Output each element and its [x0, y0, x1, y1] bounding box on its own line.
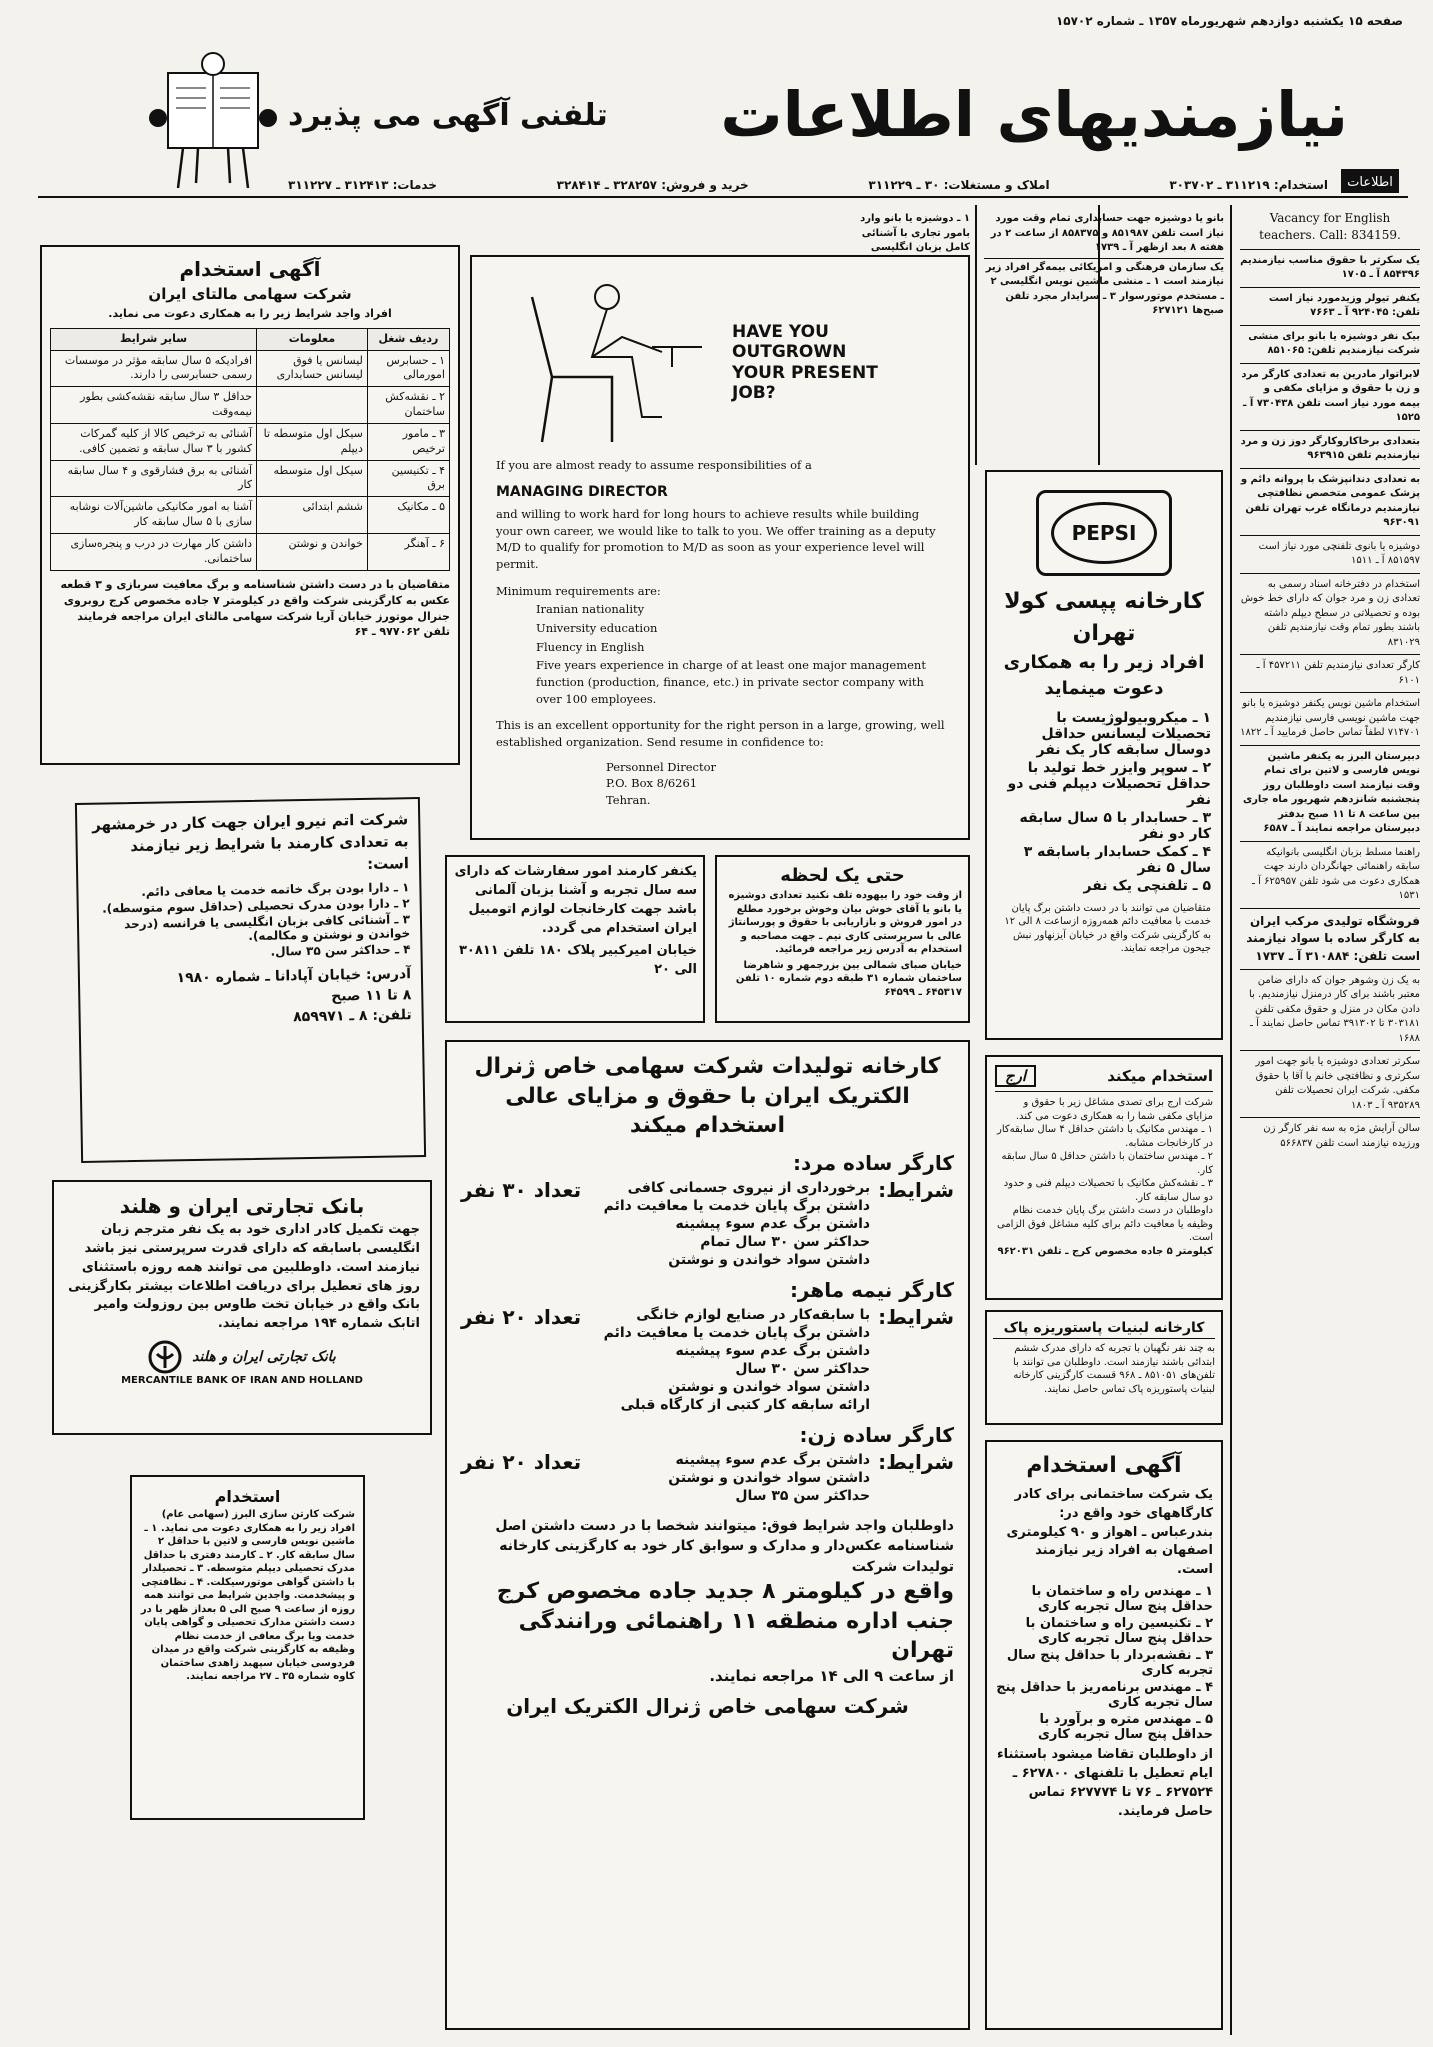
ge-section: [461, 1178, 954, 1270]
table-cell: ۱ ـ حسابرس امورمالی: [367, 350, 449, 387]
table-cell: لیسانس یا فوق لیسانس حسابداری: [257, 350, 368, 387]
list-item: ۲ ـ سوپر وایزر خط تولید با حداقل تحصیلات دیپلم فنی دو نفر: [1007, 759, 1211, 808]
pak-body: به چند نفر نگهبان با تجربه که دارای مدرک ششم ابتدائی باشند نیازمند است. داوطلبان می توانند با تلفن‌های ۸۵۱۰۵۱ ـ ۹۶۸ قسمت کارگزینی کارخانه لبنیات پاستوریزه پاک تماس حاصل نمایند.: [1013, 1343, 1215, 1395]
ge-conditions-label: شرایط:: [878, 1305, 954, 1330]
list-item: ۲ ـ مهندس ساختمان با داشتن حداقل ۵ سال سابقه کار.: [1001, 1151, 1213, 1176]
table-row: [51, 533, 450, 570]
phone-sales: خرید و فروش: ۳۲۸۲۵۷ ـ ۳۲۸۴۱۴: [556, 178, 749, 192]
ge-conditions-label: شرایط:: [878, 1450, 954, 1475]
ge-section-title: کارگر ساده زن:: [799, 1423, 954, 1448]
table-cell: افرادیکه ۵ سال سابقه مؤثر در موسسات رسمی حسابرسی را دارند.: [51, 350, 257, 387]
list-item: داشتن سواد خواندن و نوشتن: [668, 1470, 871, 1487]
list-item: داشتن برگ پایان خدمت یا معافیت دائم: [603, 1198, 871, 1215]
table-cell: ۶ ـ آهنگر: [367, 533, 449, 570]
column-rule: [1230, 205, 1232, 2035]
list-item: ۴ ـ حداکثر سن ۳۵ سال.: [270, 942, 411, 959]
table-cell: حداقل ۳ سال سابقه نقشه‌کشی بطور نیمه‌وقت: [51, 387, 257, 424]
ge-list: [589, 1450, 870, 1506]
list-item: ۴ ـ مهندس برنامه‌ریز با حداقل پنج سال تجربه کاری: [996, 1680, 1213, 1711]
list-item: داشتن سواد خواندن و نوشتن: [668, 1252, 871, 1269]
header-phone-row: [288, 178, 1328, 192]
mercantile-heading: بانک تجارتی ایران و هلند: [119, 1194, 365, 1218]
alborz-heading: استخدام: [214, 1487, 281, 1506]
mercantile-bank-ad: [52, 1180, 432, 1435]
list-item: ۱ ـ دارا بودن برگ خاتمه خدمت یا معافی دائم.: [141, 880, 410, 900]
pepsi-ad: [985, 470, 1223, 1040]
list-item: ۱ ـ مهندس راه و ساختمان با حداقل پنج سال تجربه کاری: [1031, 1584, 1213, 1615]
phone-employment: استخدام: ۳۱۱۲۱۹ ـ ۳۰۳۷۰۲: [1169, 178, 1328, 192]
classified-ad: بتعدادی برخاکاروکارگر دوز زن و مرد نیازمندیم تلفن ۹۶۳۹۱۵: [1240, 431, 1420, 469]
classified-ad: راهنما مسلط بزبان انگلیسی بانوانیکه سابقه راهنمائی جهانگردان دارند جهت همکاری دعوت می شود تلفن ۶۲۵۹۵۷ آ ـ ۱۵۳۱: [1240, 842, 1420, 909]
malta-company: شرکت سهامی مالتای ایران: [148, 285, 352, 303]
arj-footer: کیلومتر ۵ جاده مخصوص کرج ـ تلفن ۹۶۲۰۳۱: [997, 1245, 1213, 1257]
list-item: ۳ ـ نقشه‌کش مکانیک با تحصیلات دیپلم فنی و حدود دو سال سابقه کار.: [1003, 1178, 1213, 1203]
list-item: ۳ ـ حسابدار با ۵ سال سابقه کار دو نفر: [1019, 809, 1211, 842]
list-item: داشتن برگ عدم سوء پیشینه: [675, 1452, 871, 1469]
table-cell: ۴ ـ تکنیسین برق: [367, 460, 449, 497]
page-line: صفحه ۱۵ یکشنبه دوازدهم شهریورماه ۱۳۵۷ ـ شماره ۱۵۷۰۲: [1055, 14, 1403, 28]
masthead-subtitle: تلفنی آگهی می پذیرد: [288, 98, 608, 133]
arj-intro: شرکت ارج برای تصدی مشاغل زیر با حقوق و مزایای مکفی شما را به همکاری دعوت می کند.: [1015, 1097, 1213, 1122]
table-cell: خواندن و نوشتن: [257, 533, 368, 570]
man-at-desk-illustration: [512, 277, 712, 452]
classified-ad: فروشگاه تولیدی مرکب ایران به کارگر ساده با سواد نیازمند است تلفن: ۳۱۰۸۸۴ آ ـ ۱۷۳۷: [1240, 909, 1420, 970]
md-text-block: [496, 457, 946, 809]
alborz-body: شرکت کارتن سازی البرز (سهامی عام) افراد زیر را به همکاری دعوت می نماید. ۱ ـ ماشین نویس فارسی و لاتین با حداقل ۲ سال سابقه کار. ۲ ـ کارمند دفتری با حداقل مدرک تحصیلی دیپلم متوسطه. ۳ ـ تحصیلدار با داشتن گواهی موتورسیکلت. ۴ ـ نظافتچی و پیشخدمت. واجدین شرایط می توانند همه روزه از ساعت ۹ صبح الی ۵ بعداز ظهر با در دست داشتن مدارک تحصیلی و گواهی پایان خدمت ویا برگ معافی از خدمت نظام وظیفه به کارگزینی شرکت واقع در میدان فردوسی خیابان سپهبد زاهدی ساختمان کاوه شماره ۳۵ ـ ۲۷ مراجعه نمایند.: [140, 1509, 355, 1683]
pak-dairy-ad: [985, 1310, 1223, 1425]
classified-ad: یک سازمان فرهنگی و امریکائی بیمه‌گر افراد زیر نیازمند است ۱ ـ منشی ماشین نویس انگلیسی ۲ ـ مستخدم موتورسوار ۳ ـ سرایدار مجرد تلفن صبح‌ها ۶۲۷۱۲۱: [985, 261, 1224, 316]
md-headline: HAVE YOU OUTGROWN YOUR PRESENT JOB?: [732, 322, 878, 404]
construction-heading: آگهی استخدام: [1026, 1453, 1182, 1478]
ge-footer: داوطلبان واجد شرایط فوق: میتوانند شخصا با در دست داشتن اصل شناسنامه عکس‌دار و مدارک و سوابق کار خود به کارگزینی کارخانه تولیدات شرکت: [495, 1518, 954, 1575]
pak-heading: کارخانه لبنیات پاستوریزه پاک: [993, 1318, 1215, 1339]
ge-conditions-label: شرایط:: [878, 1178, 954, 1203]
table-cell: آشنائی به ترخیص کالا از کلیه گمرکات کشور با ۳ سال سابقه و تضمین کافی.: [51, 423, 257, 460]
table-cell: سیکل اول متوسطه تا دیپلم: [257, 423, 368, 460]
list-item: حداکثر سن ۳۵ سال: [735, 1488, 871, 1505]
malta-intro: افراد واجد شرایط زیر را به همکاری دعوت می نماید.: [108, 306, 392, 320]
ge-list: [589, 1178, 870, 1270]
md-body: and willing to work hard for long hours to achieve results while building your own career, we would like to talk to you. We offer training as a deputy M/D to qualify for promotion to M/D as soon as your experience level will permit.: [496, 506, 936, 571]
bank-emblem-icon: [148, 1340, 182, 1374]
mercantile-logo: [64, 1340, 420, 1374]
list-item: داشتن برگ پایان خدمت یا معافیت دائم: [603, 1325, 871, 1342]
malta-jobs-table: [50, 328, 450, 571]
table-row: [51, 497, 450, 534]
list-item: Fluency in English: [536, 639, 645, 654]
newspaper-reader-illustration: [138, 48, 288, 193]
ge-signature: شرکت سهامی خاص ژنرال الکتریک ایران: [506, 1693, 909, 1718]
pepsi-logo-text: PEPSI: [1071, 521, 1137, 545]
mercantile-body: جهت تکمیل کادر اداری خود به یک نفر مترجم زبان انگلیسی باسابقه که دارای قدرت سرپرستی نیز باشد نیازمند است. داوطلبین می توانند همه روزه باستثنای روز های تعطیل برای دریافت اطلاعات بیشتر بکارگزینی بانک واقع در خیابان تخت طاوس بین روزولت وامیر اتابک شماره ۱۹۴ مراجعه نمایند.: [68, 1222, 420, 1332]
list-item: داشتن سواد خواندن و نوشتن: [668, 1379, 871, 1396]
ge-count: تعداد ۲۰ نفر: [461, 1450, 582, 1475]
table-header: سایر شرایط: [51, 328, 257, 350]
mercantile-logo-en: MERCANTILE BANK OF IRAN AND HOLLAND: [121, 1375, 363, 1387]
classified-ad: سکرتر تعدادی دوشیزه یا بانو جهت امور سکرتری و نظافتچی خانم یا آقا با حقوق مکفی. شرکت ایران تحصیلات تلفن ۹۳۵۲۸۹ آ ـ ۱۸۰۳: [1240, 1051, 1420, 1118]
pepsi-heading: کارخانه پپسی کولا تهران: [1004, 589, 1204, 646]
list-item: ۴ ـ کمک حسابدار باسابقه ۳ سال ۵ نفر: [1023, 843, 1211, 876]
classified-ad: یک سکرتر با حقوق مناسب نیازمندیم ۸۵۴۳۹۶ آ ـ ۱۷۰۵: [1240, 250, 1420, 288]
atom-hours: ۸ تا ۱۱ صبح: [331, 986, 412, 1005]
md-requirements-title: Minimum requirements are:: [496, 583, 661, 598]
md-address: [496, 759, 946, 809]
table-row: [51, 387, 450, 424]
ge-count: تعداد ۳۰ نفر: [461, 1178, 582, 1203]
classified-ad: دبیرستان البرز به یکنفر ماشین نویس فارسی و لاتین برای تمام وقت نیازمند است داوطلبان روز پنجشنبه شانزدهم شهریور ماه جاری بین ساعت ۸ تا ۱۱ صبح بدفتر دبیرستان مراجعه نمایند آ ـ ۶۵۸۷: [1240, 746, 1420, 842]
moment-body: از وقت خود را بیهوده تلف نکنید تعدادی دوشیزه یا بانو یا آقای خوش بیان وخوش برخورد مطلع در امور فروش و بازاریابی با حقوق و پورسانتاژ عالی با سرپرستی کاری نیم ـ جهت مصاحبه و استخدام به آدرس زیر مراجعه فرمائید.: [728, 890, 962, 956]
md-position: MANAGING DIRECTOR: [496, 483, 668, 500]
malta-heading: آگهی استخدام: [179, 257, 321, 281]
auto-address: خیابان امیرکبیر پلاک ۱۸۰ تلفن ۳۰۸۱۱ الی ۲۰: [458, 943, 697, 978]
list-item: ۱ ـ میکروبیولوژیست با تحصیلات لیسانس حداقل دوسال سابقه کار یک نفر: [1036, 709, 1211, 758]
pepsi-list: [997, 710, 1211, 894]
atom-heading: شرکت اتم نیرو ایران جهت کار در خرمشهر به تعدادی کارمند با شرایط زیر نیازمند است:: [92, 810, 410, 873]
moment-address: خیابان صبای شمالی بین بزرجمهر و شاهرضا ساختمان شماره ۳۱ طبقه دوم شماره ۱۰ تلفن ۶۴۵۳۱۷ ـ ۶۴۵۹۹: [735, 959, 962, 998]
ge-address: واقع در کیلومتر ۸ جدید جاده مخصوص کرج جنب اداره منطقه ۱۱ راهنمائی ورانندگی تهران: [496, 1578, 954, 1664]
newspaper-logo-icon: [1340, 168, 1400, 194]
table-cell: سیکل اول متوسطه: [257, 460, 368, 497]
arj-heading: استخدام میکند: [1107, 1067, 1213, 1085]
classified-ad: بیک نفر دوشیزه یا بانو برای منشی شرکت نیازمندیم تلفن: ۸۵۱۰۶۵: [1240, 326, 1420, 364]
list-item: ارائه سابقه کار کتبی از کارگاه قبلی: [620, 1397, 871, 1414]
list-item: ۱ ـ مهندس مکانیک با داشتن حداقل ۴ سال سابقه‌کار در کارخانجات مشابه.: [996, 1124, 1213, 1149]
classified-ad: استخدام ماشین نویس یکنفر دوشیزه یا بانو جهت ماشین نویسی فارسی نیازمندیم ۷۱۴۷۰۱ لطفاً تماس حاصل فرمایید آ ـ ۱۸۲۲: [1240, 693, 1420, 746]
phone-services: خدمات: ۳۱۲۴۱۳ ـ ۳۱۱۲۲۷: [288, 178, 437, 192]
atom-phone: تلفن: ۸ ـ ۸۵۹۹۷۱: [293, 1007, 412, 1026]
atom-address: آدرس: خیابان آپادانا ـ شماره ۱۹۸۰: [176, 966, 412, 987]
table-cell: ۳ ـ مامور ترخیص: [367, 423, 449, 460]
classified-ad: استخدام در دفترخانه اسناد رسمی به تعدادی زن و مرد جوان که دارای خط خوش بوده و تحصیلاتی در سطح دیپلم داشته باشند بطور تمام وقت نیازمندیم تلفن ۸۳۱۰۲۹: [1240, 574, 1420, 656]
ge-section: [461, 1450, 954, 1506]
atom-niroo-ad: [75, 797, 426, 1163]
list-item: حداکثر سن ۳۰ سال: [735, 1361, 871, 1378]
ge-count: تعداد ۲۰ نفر: [461, 1305, 582, 1330]
masthead-title: نیازمندیهای اطلاعات: [720, 78, 1348, 151]
table-header: معلومات: [257, 328, 368, 350]
classified-ad: بانو یا دوشیزه جهت حسابداری تمام وقت مورد نیاز است تلفن ۸۵۱۹۸۷ و ۸۵۸۳۷۵ از ساعت ۲ در هفته ۸ بعد ازظهر آ ـ ۱۷۳۹: [984, 210, 1224, 259]
automobile-parts-ad: [445, 855, 705, 1023]
svg-text:اطلاعات: اطلاعات: [1347, 175, 1393, 190]
table-row: [51, 350, 450, 387]
list-item: داشتن برگ عدم سوء پیشینه: [675, 1216, 871, 1233]
list-item: University education: [536, 621, 658, 635]
table-row: [51, 423, 450, 460]
table-cell: ۲ ـ نقشه‌کش ساختمان: [367, 387, 449, 424]
classified-ad: یکنفر تیولر وزیدمورد نیاز است تلفن: ۹۲۴۰۴۵ آ ـ ۷۶۶۳: [1240, 288, 1420, 326]
list-item: Five years experience in charge of at least one major management function (production, finance, etc.) in private sector company with over 100 employees.: [536, 658, 926, 706]
managing-director-ad: [470, 255, 970, 840]
masthead: [38, 38, 1408, 198]
md-address-line: Personnel Director: [606, 759, 716, 774]
pepsi-logo: [1036, 490, 1172, 576]
list-item: ۵ ـ تلفنچی یک نفر: [1083, 877, 1211, 894]
column-rule: [975, 205, 977, 465]
list-item: ۳ ـ نقشه‌بردار با حداقل پنج سال تجربه کاری: [1006, 1648, 1213, 1679]
table-row: [51, 460, 450, 497]
list-item: داوطلبان در دست داشتن برگ پایان خدمت نظام وظیفه یا معافیت دائم برای کلیه مشاغل فوق الزامی است.: [996, 1205, 1213, 1243]
classified-ad: ۱ ـ دوشیزه یا بانو وارد بامور تجاری با آشنائی کامل بزبان انگلیسی: [855, 210, 970, 317]
list-item: برخورداری از نیروی جسمانی کافی: [627, 1180, 871, 1197]
table-cell: [257, 387, 368, 424]
ge-hours: از ساعت ۹ الی ۱۴ مراجعه نمایند.: [709, 1667, 954, 1686]
classified-ad: سالن آرایش مژه به سه نفر کارگر زن ورزیده نیازمند است تلفن ۵۶۶۸۳۷: [1263, 1123, 1420, 1149]
classified-ad: به تعدادی دندانپزشک با پروانه دائم و پزشک عمومی متخصص نظافتچی نیازمندیم درمانگاه غرب تهران تلفن ۹۶۳۰۹۱: [1240, 469, 1420, 536]
ge-heading: کارخانه تولیدات شرکت سهامی خاص ژنرال الکتریک ایران با حقوق و مزایای عالی استخدام میکند: [474, 1054, 941, 1139]
classified-ad: کارگر تعدادی نیازمندیم تلفن ۴۵۷۲۱۱ آ ـ ۶۱۰۱: [1240, 655, 1420, 693]
even-one-moment-ad: [715, 855, 970, 1023]
construction-list: [995, 1584, 1213, 1742]
pepsi-subheading: افراد زیر را به همکاری دعوت مینماید: [1003, 651, 1205, 699]
list-item: ۲ ـ تکنیسین راه و ساختمان با حداقل پنج سال تجربه کاری: [1025, 1616, 1213, 1647]
md-lead: If you are almost ready to assume responsibilities of a: [496, 458, 812, 472]
mercantile-logo-fa: بانک تجارتی ایران و هلند: [192, 1349, 336, 1366]
phone-real-estate: املاک و مستغلات: ۳۰ ـ ۳۱۱۲۲۹: [868, 178, 1050, 192]
table-cell: آشنائی به برق فشارقوی و ۴ سال سابقه کار: [51, 460, 257, 497]
classified-ad: لابراتوار مادرین به تعدادی کارگر مرد و زن با حقوق و مزایای مکفی و بیمه مورد نیاز است تلفن ۷۳۰۴۳۸ آ ـ ۱۵۲۵: [1240, 364, 1420, 431]
classified-column-right: [1240, 210, 1420, 2040]
list-item: Iranian nationality: [536, 602, 645, 617]
table-header: ردیف شغل: [367, 328, 449, 350]
arj-ad: [985, 1055, 1223, 1300]
general-electric-ad: [445, 1040, 970, 2030]
malta-footer: متقاضیان با در دست داشتن شناسنامه و برگ معافیت سربازی و ۳ قطعه عکس به کارگزینی شرکت واقع در کیلومتر ۷ جاده مخصوص کرج روبروی جنرال موتورز خیابان آریا شرکت سهامی مالتای ایران مراجعه فرمایند تلفن ۹۷۷۰۶۲ ـ ۶۴: [60, 577, 450, 639]
list-item: با سابقه‌کار در صنایع لوازم خانگی: [636, 1307, 871, 1324]
ge-section-title: کارگر نیمه ماهر:: [789, 1278, 954, 1303]
construction-intro: یک شرکت ساختمانی برای کادر کارگاههای خود واقع در: بندرعباس ـ اهواز و ۹۰ کیلومتری اصفهان به افراد زیر نیازمند است.: [1006, 1486, 1213, 1578]
classified-block-top: [984, 210, 1224, 462]
list-item: ۲ ـ دارا بودن مدرک تحصیلی (حداقل سوم متوسطه).: [102, 896, 410, 916]
auto-body: یکنفر کارمند امور سفارشات که دارای سه سال تجربه و آشنا بزبان آلمانی باشد جهت کارخانجات لوازم اتومبیل ایران استخدام می گردد.: [454, 864, 697, 936]
table-cell: داشتن کار مهارت در درب و پنجره‌سازی ساختمانی.: [51, 533, 257, 570]
ge-list: [589, 1305, 870, 1415]
md-address-line: Tehran.: [606, 793, 651, 808]
md-address-line: P.O. Box 8/6261: [606, 776, 698, 791]
ge-section-title: کارگر ساده مرد:: [793, 1151, 954, 1176]
ge-section: [461, 1305, 954, 1415]
list-item: داشتن برگ عدم سوء پیشینه: [675, 1343, 871, 1360]
malta-ad: [40, 245, 460, 765]
md-closing: This is an excellent opportunity for the right person in a large, growing, well established organization. Send resume in confidence to:: [496, 718, 945, 750]
pepsi-footer: متقاضیان می توانند با در دست داشتن برگ پایان خدمت با معافیت دائم همه‌روزه ازساعت ۸ الی ۱۲ به کارگزینی شرکت واقع در خیابان آیزنهاور نبش جیحون مراجعه نمایند.: [1004, 902, 1211, 955]
classified-ad-english: Vacancy for English teachers. Call: 834159.: [1240, 210, 1420, 250]
table-cell: ۵ ـ مکانیک: [367, 497, 449, 534]
table-cell: آشنا به امور مکانیکی ماشین‌آلات نوشابه سازی با ۵ سال سابقه کار: [51, 497, 257, 534]
list-item: ۳ ـ آشنائی کافی بزبان انگلیسی یا فرانسه (درحد خواندن و نوشتن و مکالمه).: [124, 912, 411, 944]
list-item: حداکثر سن ۳۰ سال تمام: [700, 1234, 871, 1251]
arj-logo: ارج: [995, 1065, 1036, 1087]
construction-ad: [985, 1440, 1223, 2030]
classified-ad: به یک زن وشوهر جوان که دارای ضامن معتبر باشند برای کار درمنزل نیازمندیم. با دادن مکان در منزل و حقوق مکفی تلفن ۳۰۳۱۸۱ تا ۳۹۱۳۰۲ تماس حاصل نمایند آ ـ ۱۶۸۸: [1240, 970, 1420, 1052]
list-item: ۵ ـ مهندس متره و برآورد با حداقل پنج سال تجربه کاری: [1038, 1712, 1213, 1743]
alborz-carton-ad: [130, 1475, 365, 1820]
md-requirements: [496, 601, 946, 707]
atom-list: [88, 880, 410, 962]
classified-ad: دوشیزه یا بانوی تلفنچی مورد نیاز است ۸۵۱۵۹۷ آ ـ ۱۵۱۱: [1240, 536, 1420, 574]
moment-heading: حتی یک لحظه: [780, 865, 905, 886]
construction-footer: از داوطلبان تقاضا میشود باستثناء ایام تعطیل با تلفنهای ۶۲۷۸۰۰ ـ ۶۲۷۵۲۴ ـ ۷۶ تا ۶۲۷۷۷۴ تماس حاصل فرمایند.: [996, 1747, 1213, 1819]
table-cell: ششم ابتدائی: [257, 497, 368, 534]
